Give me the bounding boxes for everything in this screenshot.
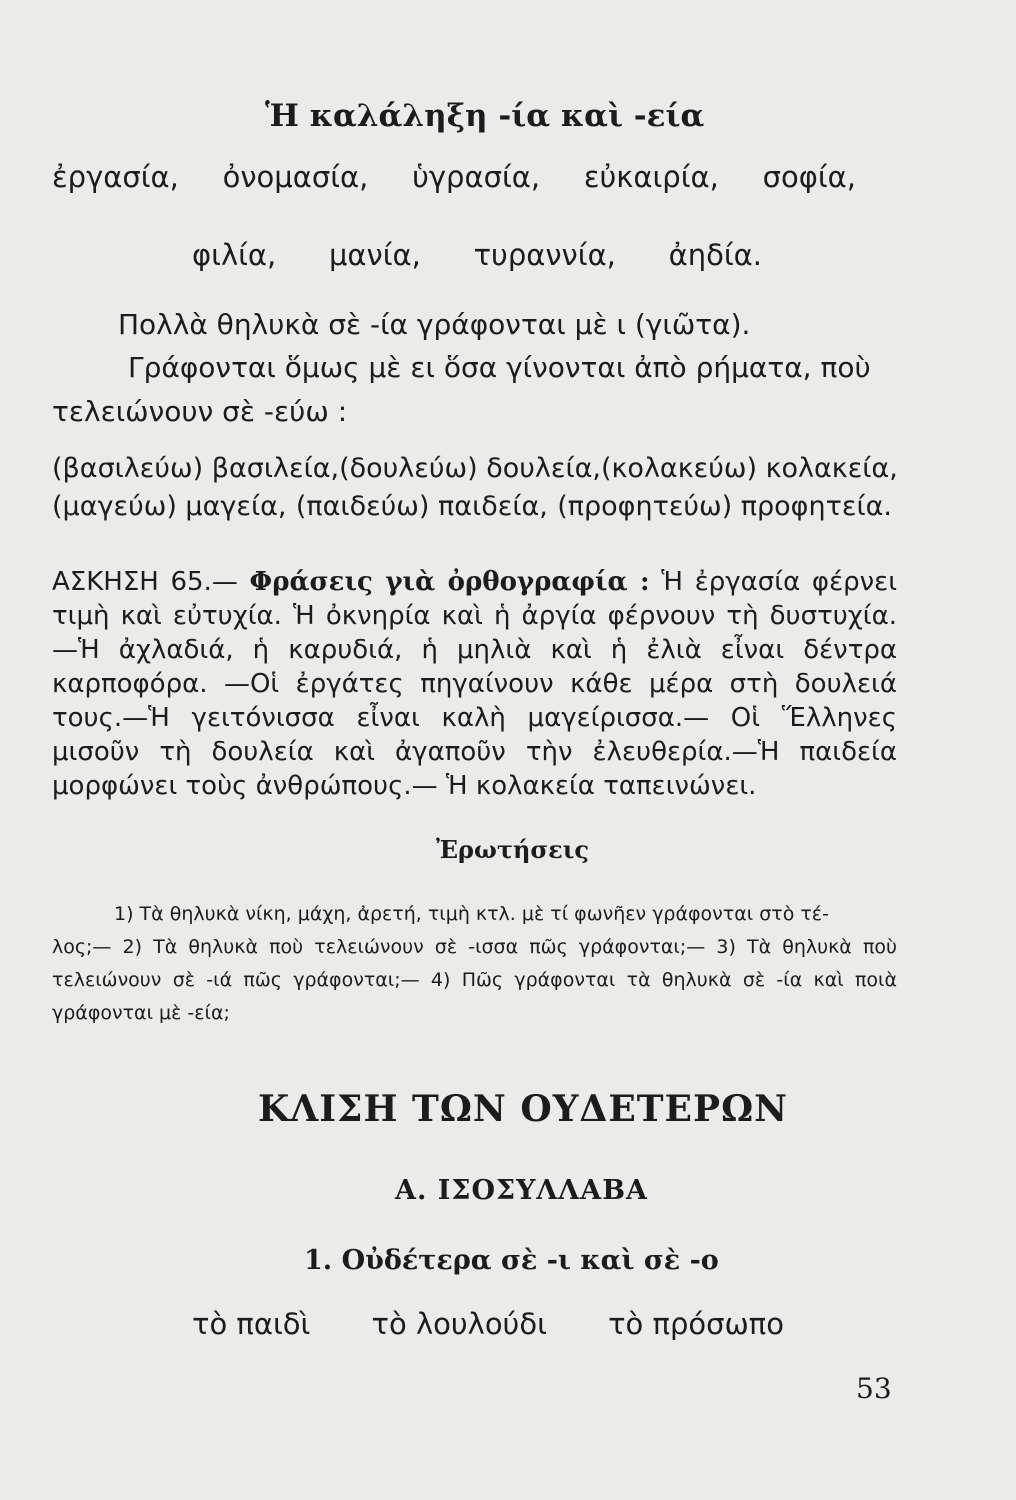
word: ἀηδία. [668, 238, 762, 272]
example: (δουλεύω) δουλεία, [339, 453, 601, 484]
exercise-65 [52, 565, 897, 803]
example: (βασιλεύω) βασιλεία, [52, 453, 340, 484]
questions-rest: λος;— 2) Τὰ θηλυκὰ ποὺ τελειώνουν σὲ -ισσα πῶς γράφονται;— 3) Τὰ θηλυκὰ ποὺ τελειώνουν σὲ -ιά πῶς γράφονται;— 4) Πῶς γράφονται τὰ θηλυκὰ σὲ -ία καὶ ποιὰ γράφονται μὲ -εία; [52, 936, 897, 1024]
noun: τὸ παιδὶ [192, 1307, 311, 1341]
word: ὑγρασία, [412, 160, 541, 194]
noun: τὸ λουλούδι [371, 1307, 547, 1341]
examples-row-1 [52, 450, 898, 488]
rule-2-line-2: τελειώνουν σὲ -εύω : [52, 395, 348, 428]
spelling-rule-1: Πολλὰ θηλυκὰ σὲ -ία γράφονται μὲ ι (γιῶτα). [118, 308, 751, 341]
word: ὀνομασία, [222, 160, 369, 194]
exercise-title: Φράσεις γιὰ ὀρθογραφία : [249, 567, 650, 597]
examples-block [52, 450, 898, 526]
questions-heading: Ἐρωτήσεις [436, 835, 589, 864]
example: (παιδεύω) παιδεία, [295, 491, 548, 522]
noun: τὸ πρόσωπο [608, 1307, 784, 1341]
page-number: 53 [856, 1372, 892, 1405]
subheading-neuters: 1. Οὐδέτερα σὲ -ι καὶ σὲ -ο [304, 1245, 719, 1276]
word: ἐργασία, [52, 160, 179, 194]
example: (προφητεύω) προφητεία. [557, 491, 892, 522]
word: τυραννία, [473, 238, 616, 272]
words-row-1 [52, 160, 856, 194]
rule-2-line-1: Γράφονται ὅμως μὲ ει ὅσα γίνονται ἀπὸ ρήματα, ποὺ [128, 351, 871, 384]
word: σοφία, [762, 160, 856, 194]
nouns-row [192, 1307, 784, 1341]
words-row-2 [192, 238, 762, 272]
questions-line-1: 1) Τὰ θηλυκὰ νίκη, μάχη, ἀρετή, τιμὴ κτλ. μὲ τί φωνῆεν γράφονται στὸ τέ- [114, 903, 829, 925]
word: εὐκαιρία, [583, 160, 719, 194]
questions [52, 898, 897, 1030]
declension-heading: ΚΛΙΣΗ ΤΩΝ ΟΥΔΕΤΕΡΩΝ [258, 1088, 789, 1130]
examples-row-2 [52, 488, 892, 526]
spelling-rule-2 [52, 346, 912, 434]
exercise-label: ΑΣΚΗΣΗ 65.— [52, 567, 238, 597]
word: μανία, [328, 238, 421, 272]
example: (μαγεύω) μαγεία, [52, 491, 287, 522]
subheading-isosyllaba: Α. ΙΣΟΣΥΛΛΑΒΑ [395, 1175, 648, 1206]
exercise-text: Ἡ ἐργασία φέρνει τιμὴ καὶ εὐτυχία. Ἡ ὀκνηρία καὶ ἡ ἀργία φέρνουν τὴ δυστυχία. —Ἡ ἀχλαδιά, ἡ καρυδιά, ἡ μηλιὰ καὶ ἡ ἐλιὰ εἶναι δέντρα καρποφόρα. —Οἱ ἐργάτες πηγαίνουν κάθε μέρα στὴ δουλειά τους.—Ἡ γειτόνισσα εἶναι καλὴ μαγείρισσα.— Οἱ Ἕλληνες μισοῦν τὴ δουλεία καὶ ἀγαποῦν τὴν ἐλευθερία.—Ἡ παιδεία μορφώνει τοὺς ἀνθρώπους.— Ἡ κολακεία ταπεινώνει. [52, 567, 897, 801]
word: φιλία, [192, 238, 277, 272]
section-title: Ἡ καλάληξη -ία καὶ -εία [265, 98, 705, 134]
example: (κολακεύω) κολακεία, [600, 453, 898, 484]
